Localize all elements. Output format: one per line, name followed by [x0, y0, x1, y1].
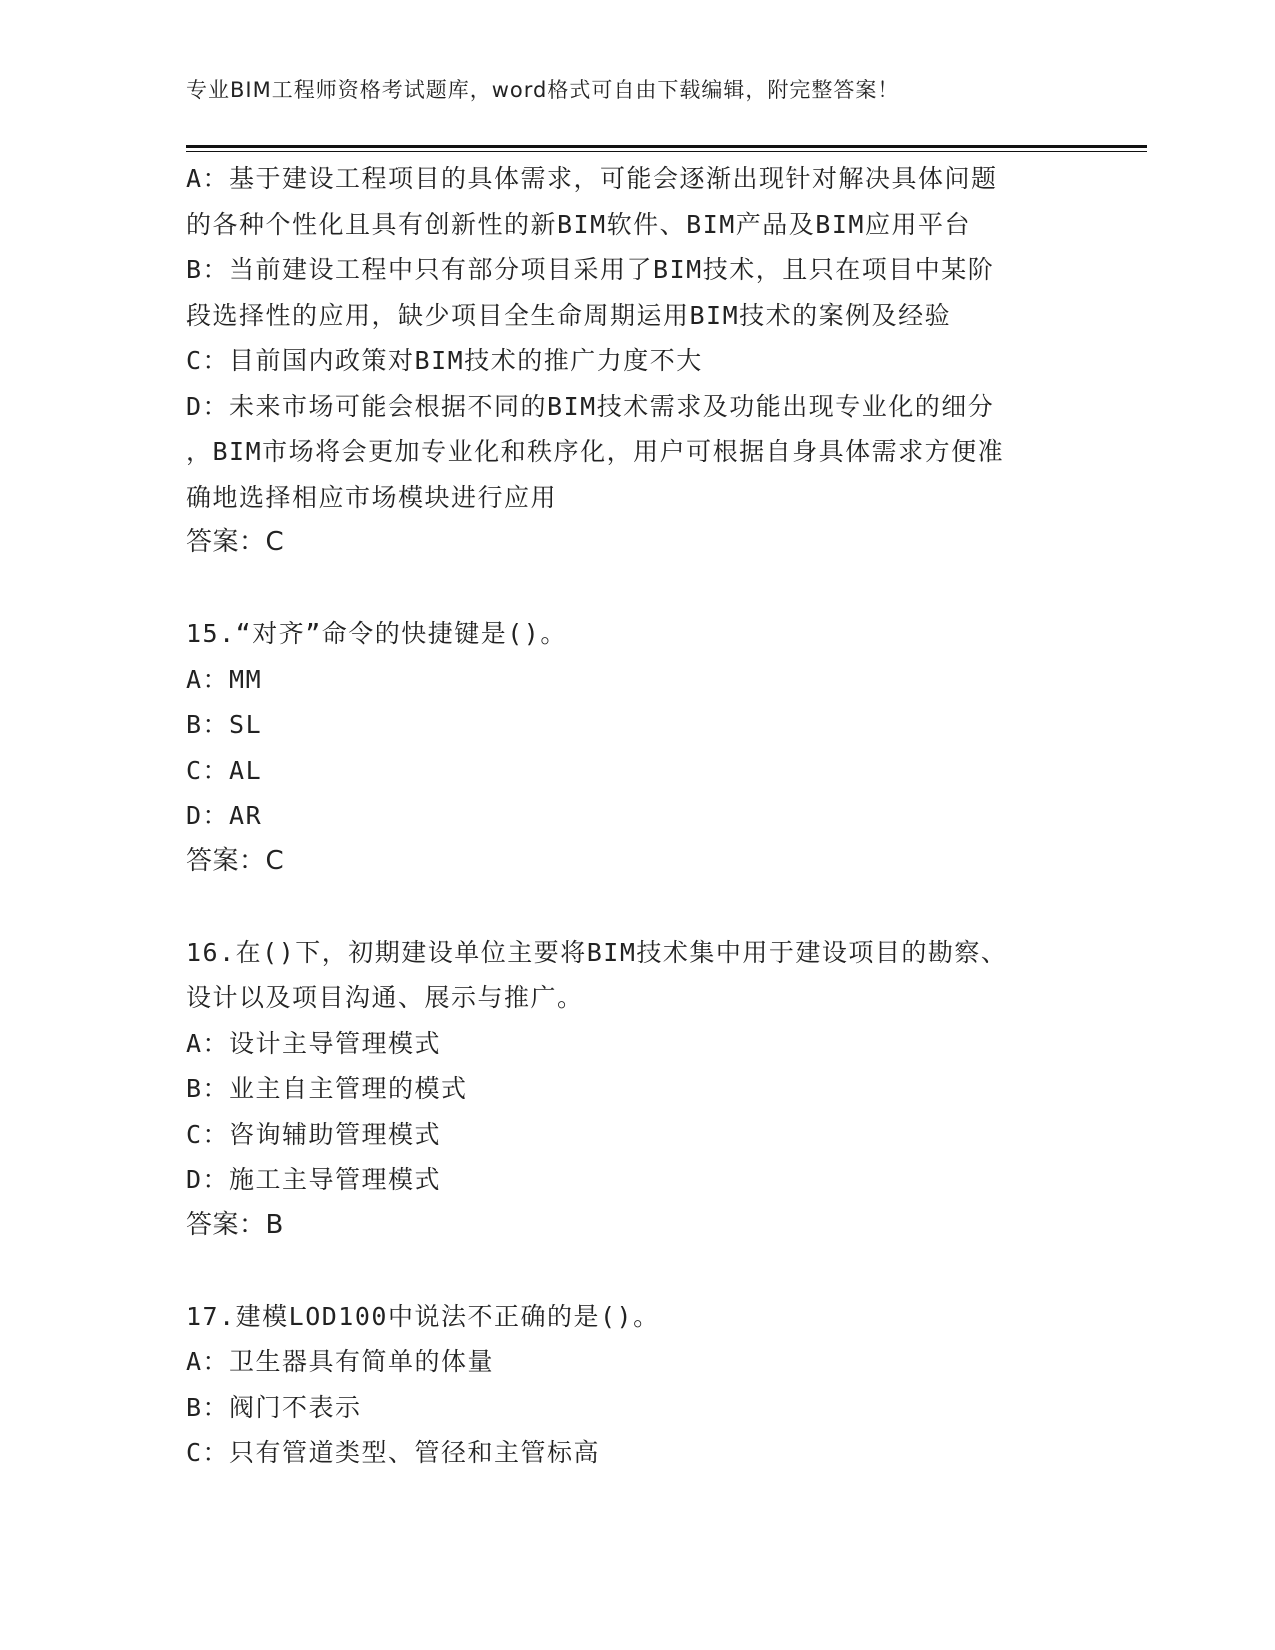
q16-option-a: A：设计主导管理模式	[186, 1028, 442, 1058]
question-16	[186, 930, 1086, 1249]
q14-option-d-line-1: D：未来市场可能会根据不同的BIM技术需求及功能出现专业化的细分	[186, 391, 995, 421]
q14-option-a-line-2: 的各种个性化且具有创新性的新BIM软件、BIM产品及BIM应用平台	[186, 209, 971, 239]
question-17	[186, 1294, 1086, 1476]
q17-option-c: C：只有管道类型、管径和主管标高	[186, 1438, 601, 1467]
q15-option-b: B：SL	[186, 710, 263, 739]
q15-answer: 答案：C	[186, 845, 285, 876]
q14-option-b-line-2: 段选择性的应用，缺少项目全生命周期运用BIM技术的案例及经验	[186, 300, 952, 330]
q14-option-d-line-2: ，BIM市场将会更加专业化和秩序化，用户可根据自身具体需求方便准	[186, 437, 1005, 466]
header-rule-thick	[186, 145, 1147, 148]
q15-option-d: D：AR	[186, 801, 263, 830]
q15-option-a: A：MM	[186, 664, 263, 694]
document-header: 专业BIM工程师资格考试题库，word格式可自由下载编辑，附完整答案！	[186, 78, 900, 102]
q17-option-a: A：卫生器具有简单的体量	[186, 1347, 495, 1376]
q17-question: 17.建模LOD100中说法不正确的是()。	[186, 1301, 660, 1331]
q15-option-c: C：AL	[186, 755, 263, 785]
question-15	[186, 611, 1086, 884]
q16-question-line-2: 设计以及项目沟通、展示与推广。	[186, 983, 584, 1012]
q14-answer: 答案：C	[186, 527, 285, 557]
q16-option-c: C：咨询辅助管理模式	[186, 1119, 442, 1149]
question-14	[186, 156, 1086, 566]
q14-option-c: C：目前国内政策对BIM技术的推广力度不大	[186, 346, 703, 375]
q16-option-d: D：施工主导管理模式	[186, 1165, 442, 1194]
q14-option-a-line-1: A：基于建设工程项目的具体需求，可能会逐渐出现针对解决具体问题	[186, 164, 998, 193]
header-rule-thin	[186, 151, 1147, 152]
q16-question-line-1: 16.在()下，初期建设单位主要将BIM技术集中用于建设项目的勘察、	[186, 937, 1008, 967]
q14-option-d-line-3: 确地选择相应市场模块进行应用	[186, 482, 558, 512]
q17-option-b: B：阀门不表示	[186, 1392, 362, 1422]
spacer	[186, 566, 1086, 612]
q16-option-b: B：业主自主管理的模式	[186, 1074, 468, 1103]
q16-answer: 答案：B	[186, 1209, 284, 1240]
spacer	[186, 1248, 1086, 1294]
spacer	[186, 884, 1086, 930]
q15-question: 15.“对齐”命令的快捷键是()。	[186, 619, 567, 648]
q14-option-b-line-1: B：当前建设工程中只有部分项目采用了BIM技术，且只在项目中某阶	[186, 255, 995, 284]
question-content	[186, 156, 1086, 1476]
